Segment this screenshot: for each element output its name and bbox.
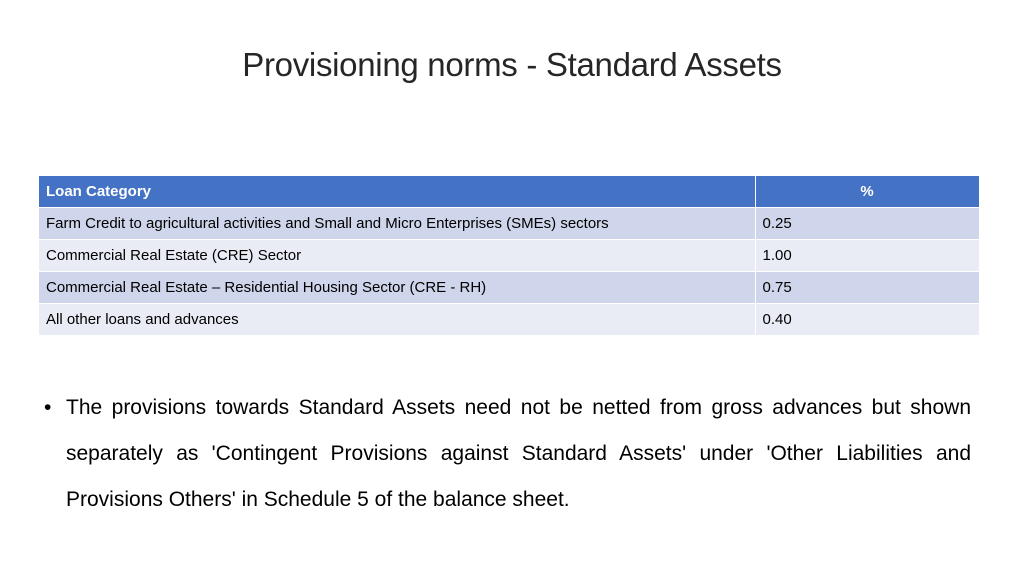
bullet-list [44, 385, 971, 523]
bullet-text: The provisions towards Standard Assets need not be netted from gross advances but shown separately as 'Contingent Provisions against Standard Assets' under 'Other Liabilities and Provisions Others' in Schedule 5 of the balance sheet. [66, 396, 971, 511]
header-percent: % [755, 176, 979, 208]
loan-category-cell: Commercial Real Estate (CRE) Sector [39, 240, 755, 272]
title-prefix: Provisioning norms - [242, 46, 546, 83]
provisioning-table [39, 176, 980, 336]
bullet-dot-icon: • [44, 396, 52, 419]
percent-cell: 0.40 [755, 304, 979, 336]
percent-cell: 1.00 [755, 240, 979, 272]
table-row [39, 208, 979, 240]
loan-category-cell: Farm Credit to agricultural activities and Small and Micro Enterprises (SMEs) sectors [39, 208, 755, 240]
percent-cell: 0.25 [755, 208, 979, 240]
loan-category-cell: Commercial Real Estate – Residential Housing Sector (CRE - RH) [39, 272, 755, 304]
loan-category-cell: All other loans and advances [39, 304, 755, 336]
slide-title [0, 46, 1024, 84]
header-loan-category: Loan Category [39, 176, 755, 208]
bullet-item [44, 385, 971, 523]
table-row [39, 304, 979, 336]
table-row [39, 240, 979, 272]
table-row [39, 272, 979, 304]
provisioning-table-container [39, 176, 979, 336]
title-emphasis: Standard Assets [545, 46, 782, 83]
table-header-row [39, 176, 979, 208]
percent-cell: 0.75 [755, 272, 979, 304]
